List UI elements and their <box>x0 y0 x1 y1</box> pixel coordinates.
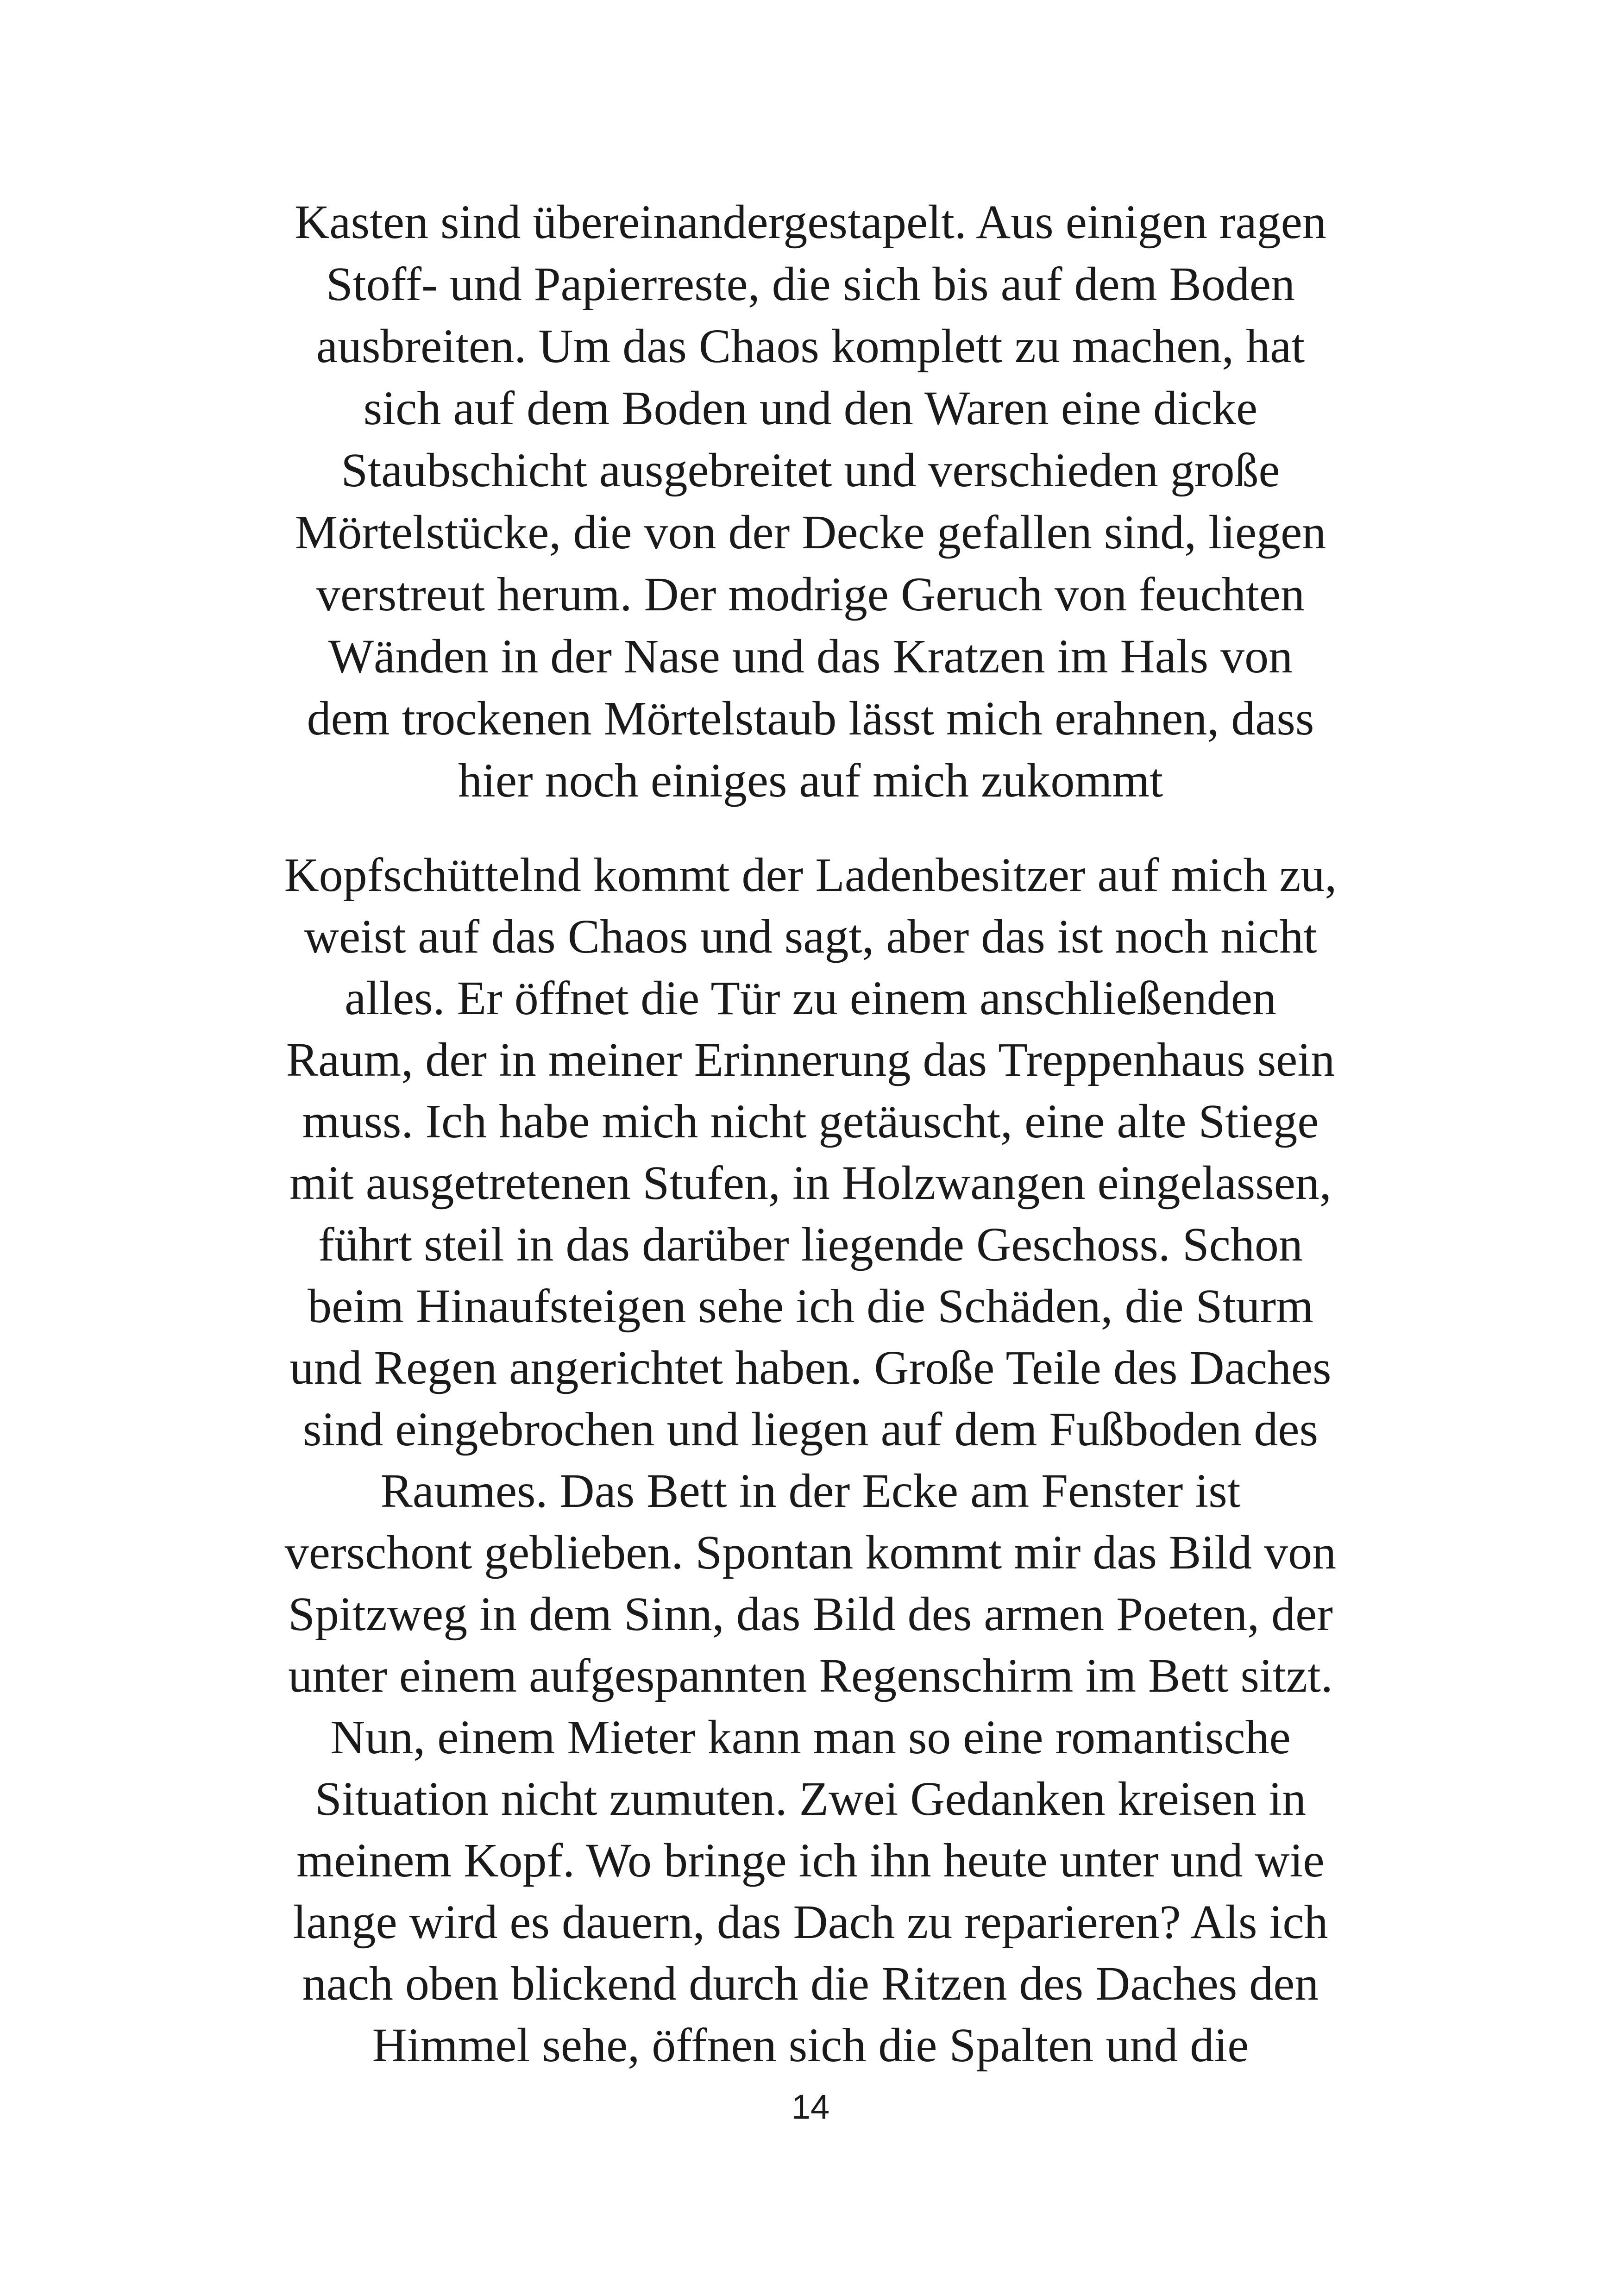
text-line: Himmel sehe, öffnen sich die Spalten und die <box>372 2019 1249 2072</box>
text-line: weist auf das Chaos und sagt, aber das ist noch nicht <box>304 910 1317 963</box>
text-line: sich auf dem Boden und den Waren eine dicke <box>363 382 1258 435</box>
text-line: Staubschicht ausgebreitet und verschieden große <box>341 444 1280 497</box>
text-line: nach oben blickend durch die Ritzen des Daches den <box>302 1957 1319 2010</box>
text-line: führt steil in das darüber liegende Geschoss. Schon <box>318 1218 1303 1271</box>
text-line: und Regen angerichtet haben. Große Teile des Daches <box>289 1341 1332 1394</box>
text-line: unter einem aufgespannten Regenschirm im Bett sitzt. <box>288 1649 1333 1702</box>
text-line: hier noch einiges auf mich zukommt <box>458 754 1163 807</box>
text-line: mit ausgetretenen Stufen, in Holzwangen eingelassen, <box>289 1156 1332 1210</box>
text-line: verstreut herum. Der modrige Geruch von feuchten <box>316 568 1305 621</box>
text-line: beim Hinaufsteigen sehe ich die Schäden, die Sturm <box>308 1280 1313 1333</box>
text-line: Nun, einem Mieter kann man so eine romantische <box>330 1711 1291 1764</box>
text-line: ausbreiten. Um das Chaos komplett zu machen, hat <box>316 320 1305 373</box>
text-line: dem trockenen Mörtelstaub lässt mich erahnen, dass <box>307 692 1314 745</box>
text-line: muss. Ich habe mich nicht getäuscht, eine alte Stiege <box>302 1095 1319 1148</box>
text-line: Raumes. Das Bett in der Ecke am Fenster ist <box>380 1464 1241 1518</box>
text-line: Kasten sind übereinandergestapelt. Aus einigen ragen <box>295 195 1326 249</box>
text-line: verschont geblieben. Spontan kommt mir das Bild von <box>284 1526 1337 1579</box>
text-line: lange wird es dauern, das Dach zu reparieren? Als ich <box>293 1895 1328 1949</box>
text-line: Mörtelstücke, die von der Decke gefallen sind, liegen <box>295 506 1326 559</box>
text-line: sind eingebrochen und liegen auf dem Fußboden des <box>302 1403 1319 1456</box>
text-line: Spitzweg in dem Sinn, das Bild des armen Poeten, der <box>288 1587 1333 1641</box>
text-line: Stoff- und Papierreste, die sich bis auf dem Boden <box>326 257 1295 311</box>
text-line: meinem Kopf. Wo bringe ich ihn heute unter und wie <box>296 1834 1325 1887</box>
text-line: Raum, der in meiner Erinnerung das Treppenhaus sein <box>286 1033 1335 1086</box>
text-line: alles. Er öffnet die Tür zu einem anschließenden <box>345 972 1276 1025</box>
page-number: 14 <box>791 2088 830 2126</box>
text-line: Wänden in der Nase und das Kratzen im Hals von <box>328 630 1293 683</box>
text-line: Kopfschüttelnd kommt der Ladenbesitzer auf mich zu, <box>284 848 1337 902</box>
text-line: Situation nicht zumuten. Zwei Gedanken kreisen in <box>314 1772 1307 1826</box>
